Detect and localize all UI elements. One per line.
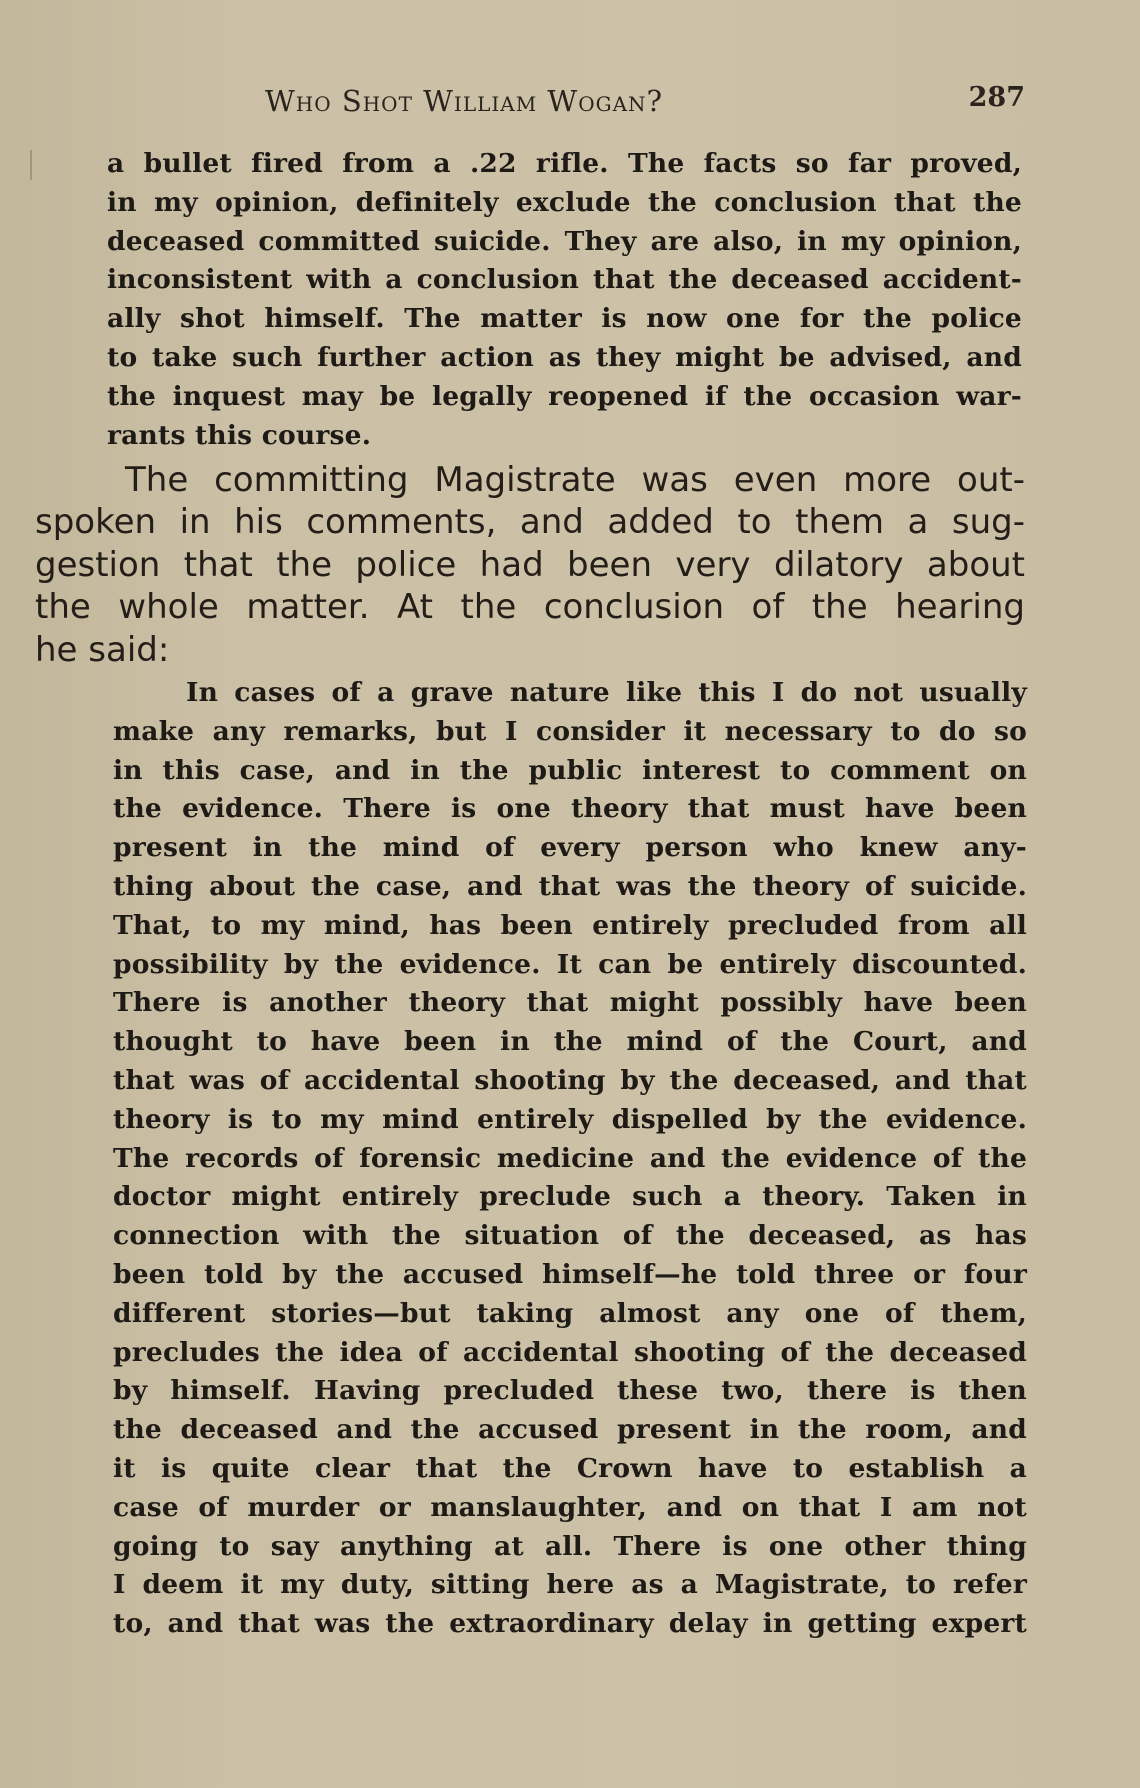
quote-line: in my opinion, definitely exclude the conclusion that the bbox=[107, 186, 1022, 218]
quote-line: to, and that was the extraordinary delay in getting expert bbox=[113, 1608, 1027, 1640]
quote-line: a bullet fired from a .22 rifle. The facts so far proved, bbox=[107, 148, 1022, 179]
quote-line: connection with the situation of the deceased, as has bbox=[113, 1220, 1027, 1252]
quote-block-magistrate bbox=[113, 674, 1027, 1644]
quote-line: theory is to my mind entirely dispelled by the evidence. bbox=[113, 1103, 1027, 1135]
running-head bbox=[265, 84, 1025, 124]
quote-line: inconsistent with a conclusion that the deceased accident- bbox=[107, 264, 1022, 296]
quote-line: In cases of a grave nature like this I do not usually bbox=[186, 677, 1027, 708]
quote-line: it is quite clear that the Crown have to establish a bbox=[113, 1452, 1027, 1484]
quote-line: in this case, and in the public interest to comment on bbox=[113, 754, 1027, 786]
quote-line: the inquest may be legally reopened if the occasion war- bbox=[107, 380, 1022, 412]
narrative-line: The committing Magistrate was even more out- bbox=[125, 460, 1025, 500]
quote-line: deceased committed suicide. They are also, in my opinion, bbox=[107, 225, 1022, 257]
quote-line: by himself. Having precluded these two, there is then bbox=[113, 1375, 1027, 1407]
quote-line: case of murder or manslaughter, and on that I am not bbox=[113, 1491, 1027, 1523]
quote-line: possibility by the evidence. It can be entirely discounted. bbox=[113, 948, 1027, 980]
narrative-line: the whole matter. At the conclusion of the hearing bbox=[35, 587, 1025, 628]
quote-line: that was of accidental shooting by the deceased, and that bbox=[113, 1064, 1027, 1096]
running-head-title: Who Shot William Wogan? bbox=[265, 84, 664, 118]
quote-line: ally shot himself. The matter is now one for the police bbox=[107, 303, 1022, 335]
quote-line: the deceased and the accused present in the room, and bbox=[113, 1414, 1027, 1446]
quote-line: make any remarks, but I consider it necessary to do so bbox=[113, 715, 1027, 747]
margin-mark bbox=[30, 150, 32, 180]
quote-line: doctor might entirely preclude such a theory. Taken in bbox=[113, 1181, 1027, 1213]
quote-line: present in the mind of every person who knew any- bbox=[113, 832, 1027, 864]
quote-block-inquest bbox=[107, 145, 1022, 455]
quote-line: thought to have been in the mind of the Court, and bbox=[113, 1026, 1027, 1058]
quote-line: the evidence. There is one theory that must have been bbox=[113, 793, 1027, 825]
quote-line: precludes the idea of accidental shooting of the deceased bbox=[113, 1336, 1027, 1368]
narrative-line: he said: bbox=[35, 629, 170, 670]
quote-line: There is another theory that might possibly have been bbox=[113, 987, 1027, 1019]
quote-line: rants this course. bbox=[107, 419, 372, 451]
narrative-line: gestion that the police had been very dilatory about bbox=[35, 544, 1025, 585]
page-number: 287 bbox=[968, 82, 1025, 113]
narrative-line: spoken in his comments, and added to them a sug- bbox=[35, 502, 1025, 543]
quote-line: That, to my mind, has been entirely precluded from all bbox=[113, 909, 1027, 941]
quote-line: thing about the case, and that was the theory of suicide. bbox=[113, 870, 1027, 902]
quote-line: been told by the accused himself—he told three or four bbox=[113, 1258, 1027, 1290]
quote-line: I deem it my duty, sitting here as a Magistrate, to refer bbox=[113, 1569, 1027, 1601]
quote-line: going to say anything at all. There is one other thing bbox=[113, 1530, 1027, 1562]
quote-line: The records of forensic medicine and the evidence of the bbox=[113, 1142, 1027, 1174]
quote-line: to take such further action as they might be advised, and bbox=[107, 341, 1022, 373]
narrative-paragraph bbox=[35, 459, 1025, 671]
quote-line: different stories—but taking almost any one of them, bbox=[113, 1297, 1027, 1329]
